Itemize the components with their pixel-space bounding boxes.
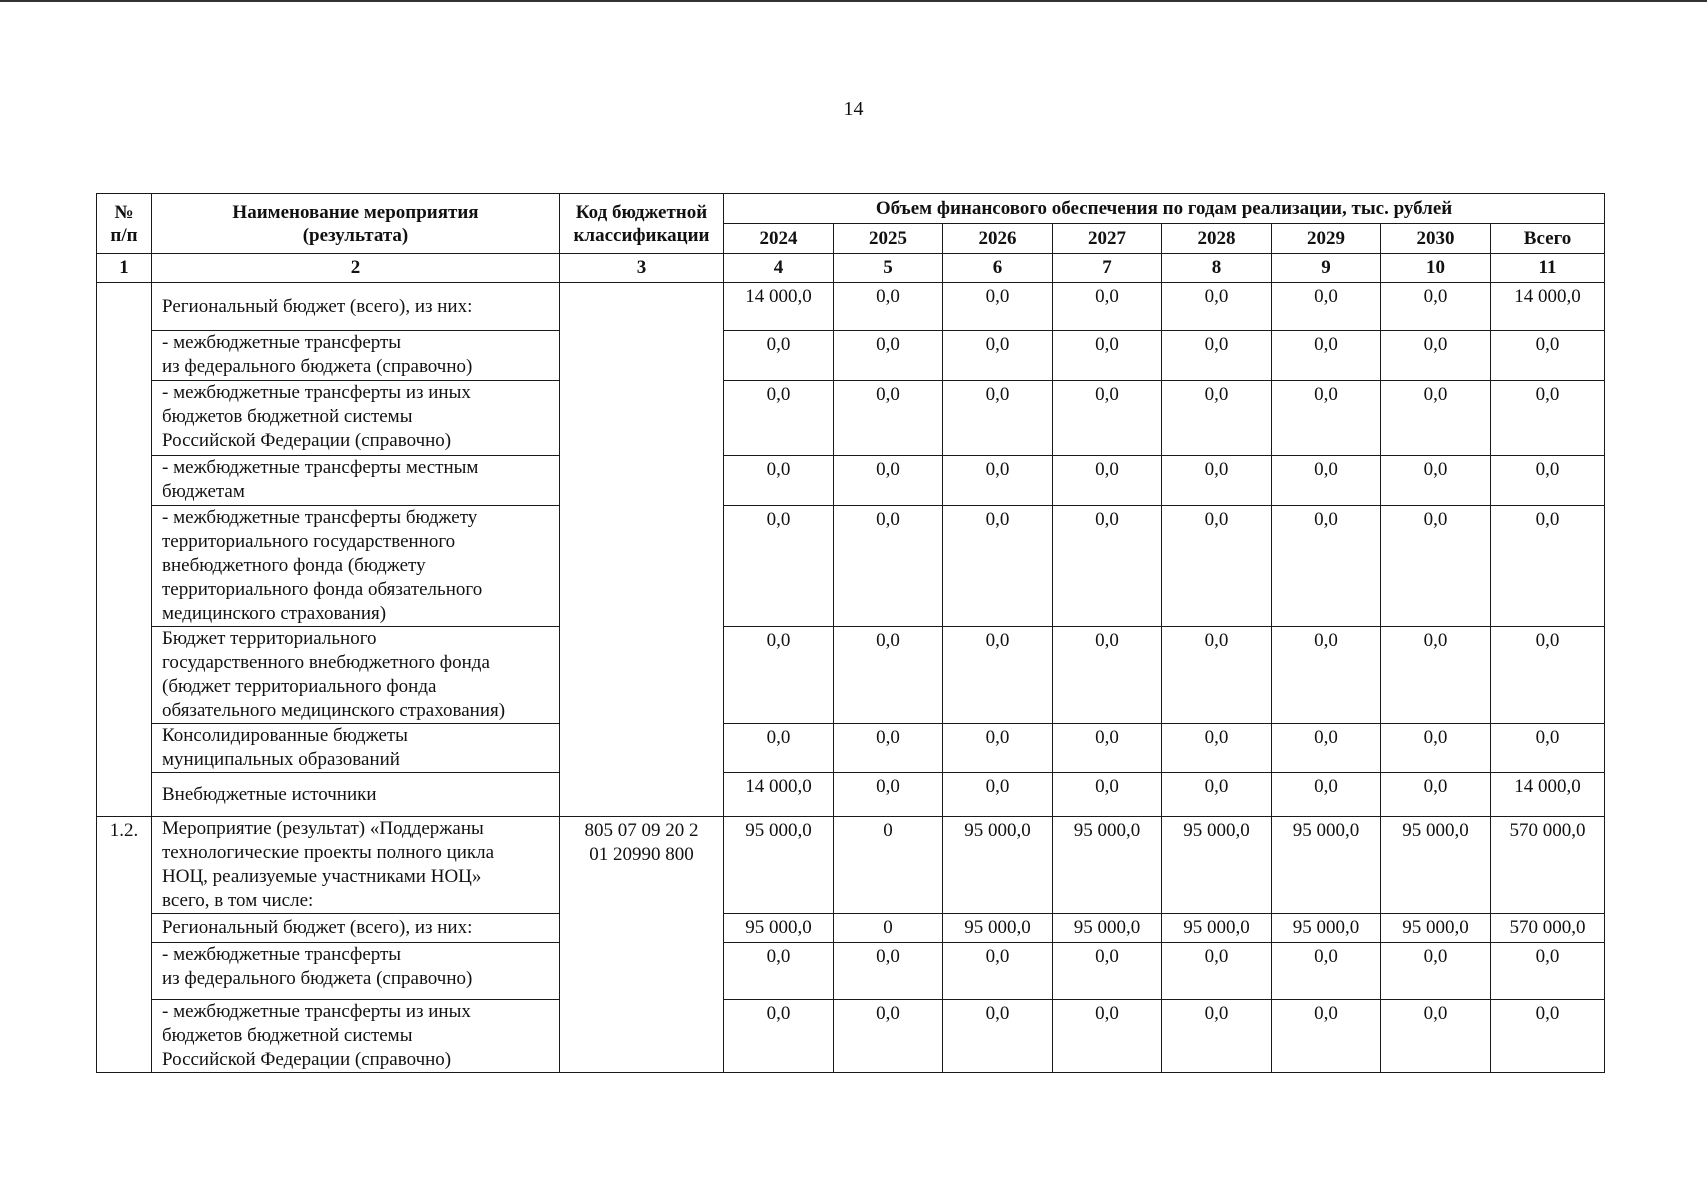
column-index-row: [97, 254, 1605, 283]
header-year: 2026: [943, 224, 1053, 254]
event-name-cell: [152, 1000, 560, 1073]
year-value-cell: 95 000,0: [1381, 914, 1491, 943]
table-row: [97, 817, 1605, 914]
total-value-cell: 0,0: [1491, 724, 1605, 773]
year-value-cell: 95 000,0: [1162, 817, 1272, 914]
total-value-cell: 0,0: [1491, 627, 1605, 724]
event-name-cell: [152, 381, 560, 456]
year-value-cell: 0,0: [1272, 331, 1381, 381]
year-value-cell: 0,0: [1272, 773, 1381, 817]
year-value-cell: 0,0: [1272, 283, 1381, 331]
table-row: [97, 627, 1605, 724]
event-name: Мероприятие (результат) «Поддержаны технологические проекты полного цикла НОЦ, реализуемые участниками НОЦ» всего, в том числе:: [162, 818, 495, 911]
year-value-cell: 0,0: [724, 456, 834, 506]
event-name: Региональный бюджет (всего), из них:: [162, 917, 473, 938]
year-value-cell: 0,0: [1053, 283, 1162, 331]
year-value-cell: 95 000,0: [1272, 914, 1381, 943]
total-value-cell: 14 000,0: [1491, 283, 1605, 331]
year-value-cell: 95 000,0: [943, 914, 1053, 943]
year-value-cell: 0,0: [1381, 1000, 1491, 1073]
total-value-cell: 0,0: [1491, 943, 1605, 1000]
year-value-cell: 95 000,0: [1272, 817, 1381, 914]
header-year: 2024: [724, 224, 834, 254]
header-year: 2030: [1381, 224, 1491, 254]
header-volume: Объем финансового обеспечения по годам реализации, тыс. рублей: [724, 194, 1605, 224]
year-value-cell: 0,0: [724, 506, 834, 627]
year-value-cell: 0,0: [1272, 724, 1381, 773]
year-value-cell: 0,0: [834, 773, 943, 817]
year-value-cell: 0: [834, 914, 943, 943]
budget-code-cell: [560, 817, 724, 1073]
header-year: 2025: [834, 224, 943, 254]
column-index: 11: [1491, 254, 1605, 283]
event-name: Консолидированные бюджеты муниципальных образований: [162, 725, 408, 770]
year-value-cell: 0,0: [943, 456, 1053, 506]
year-value-cell: 0,0: [1162, 1000, 1272, 1073]
year-value-cell: 0,0: [943, 627, 1053, 724]
table-row: [97, 1000, 1605, 1073]
table-row: [97, 331, 1605, 381]
total-value-cell: 570 000,0: [1491, 914, 1605, 943]
year-value-cell: 0,0: [1162, 456, 1272, 506]
total-value-cell: 0,0: [1491, 331, 1605, 381]
year-value-cell: 0,0: [1053, 943, 1162, 1000]
event-name: Региональный бюджет (всего), из них:: [162, 295, 473, 317]
year-value-cell: 0,0: [1053, 456, 1162, 506]
year-value-cell: 0,0: [724, 724, 834, 773]
column-index: 9: [1272, 254, 1381, 283]
header-row-top: [97, 194, 1605, 224]
column-index: 7: [1053, 254, 1162, 283]
year-value-cell: 0,0: [834, 724, 943, 773]
event-name-cell: [152, 331, 560, 381]
total-value-cell: 14 000,0: [1491, 773, 1605, 817]
year-value-cell: 0,0: [1053, 1000, 1162, 1073]
year-value-cell: 0,0: [724, 1000, 834, 1073]
table-row: [97, 456, 1605, 506]
header-year: 2028: [1162, 224, 1272, 254]
year-value-cell: 0,0: [1272, 456, 1381, 506]
total-value-cell: 0,0: [1491, 381, 1605, 456]
column-index: 8: [1162, 254, 1272, 283]
year-value-cell: 0,0: [1381, 627, 1491, 724]
header-name: Наименование мероприятия (результата): [152, 194, 560, 254]
year-value-cell: 95 000,0: [724, 914, 834, 943]
year-value-cell: 0,0: [1272, 506, 1381, 627]
year-value-cell: 0,0: [943, 283, 1053, 331]
year-value-cell: 0,0: [834, 456, 943, 506]
event-name: Бюджет территориального государственного внебюджетного фонда (бюджет территориального фонда обязательного медицинского страхования): [162, 628, 506, 721]
year-value-cell: 0,0: [1381, 943, 1491, 1000]
year-value-cell: 0,0: [1053, 724, 1162, 773]
year-value-cell: 0,0: [834, 283, 943, 331]
header-year: 2029: [1272, 224, 1381, 254]
year-value-cell: 0,0: [1272, 627, 1381, 724]
header-year: 2027: [1053, 224, 1162, 254]
event-name-cell: [152, 283, 560, 331]
column-index: 6: [943, 254, 1053, 283]
header-no: № п/п: [97, 194, 152, 254]
event-name-cell: [152, 773, 560, 817]
table-row: [97, 943, 1605, 1000]
event-name-cell: [152, 506, 560, 627]
budget-code: 805 07 09 20 2 01 20990 800: [584, 820, 699, 865]
event-name: Внебюджетные источники: [162, 783, 377, 805]
year-value-cell: 0,0: [834, 381, 943, 456]
year-value-cell: 0,0: [943, 506, 1053, 627]
total-value-cell: 0,0: [1491, 456, 1605, 506]
year-value-cell: 95 000,0: [724, 817, 834, 914]
year-value-cell: 95 000,0: [1381, 817, 1491, 914]
event-name: - межбюджетные трансферты из федерального бюджета (справочно): [162, 332, 473, 377]
column-index: 5: [834, 254, 943, 283]
year-value-cell: 0,0: [834, 627, 943, 724]
year-value-cell: 0: [834, 817, 943, 914]
event-name-cell: [152, 914, 560, 943]
year-value-cell: 0,0: [724, 943, 834, 1000]
year-value-cell: 0,0: [1053, 773, 1162, 817]
year-value-cell: 0,0: [724, 381, 834, 456]
table-row: [97, 724, 1605, 773]
year-value-cell: 0,0: [1381, 331, 1491, 381]
table-row: [97, 381, 1605, 456]
year-value-cell: 14 000,0: [724, 773, 834, 817]
year-value-cell: 0,0: [1272, 1000, 1381, 1073]
header-total: Всего: [1491, 224, 1605, 254]
year-value-cell: 0,0: [1381, 724, 1491, 773]
year-value-cell: 0,0: [943, 331, 1053, 381]
year-value-cell: 0,0: [1162, 943, 1272, 1000]
year-value-cell: 95 000,0: [943, 817, 1053, 914]
year-value-cell: 0,0: [834, 331, 943, 381]
row-number-cell: 1.2.: [97, 817, 152, 1073]
year-value-cell: 0,0: [1272, 381, 1381, 456]
year-value-cell: 0,0: [1053, 331, 1162, 381]
column-index: 3: [560, 254, 724, 283]
year-value-cell: 0,0: [724, 331, 834, 381]
year-value-cell: 0,0: [1053, 381, 1162, 456]
total-value-cell: 0,0: [1491, 506, 1605, 627]
event-name: - межбюджетные трансферты местным бюджетам: [162, 457, 479, 502]
total-value-cell: 0,0: [1491, 1000, 1605, 1073]
header-code: Код бюджетной классификации: [560, 194, 724, 254]
event-name-cell: [152, 817, 560, 914]
event-name-cell: [152, 627, 560, 724]
table-row: [97, 773, 1605, 817]
year-value-cell: 0,0: [724, 627, 834, 724]
year-value-cell: 95 000,0: [1162, 914, 1272, 943]
year-value-cell: 0,0: [943, 773, 1053, 817]
year-value-cell: 0,0: [1053, 627, 1162, 724]
year-value-cell: 0,0: [1053, 506, 1162, 627]
year-value-cell: 0,0: [834, 1000, 943, 1073]
budget-code-cell: [560, 283, 724, 817]
year-value-cell: 0,0: [943, 381, 1053, 456]
year-value-cell: 0,0: [1381, 456, 1491, 506]
row-number-cell: [97, 283, 152, 817]
year-value-cell: 0,0: [943, 724, 1053, 773]
year-value-cell: 0,0: [1162, 627, 1272, 724]
event-name-cell: [152, 456, 560, 506]
page-number: 14: [843, 98, 864, 120]
total-value-cell: 570 000,0: [1491, 817, 1605, 914]
column-index: 1: [97, 254, 152, 283]
event-name-cell: [152, 724, 560, 773]
year-value-cell: 0,0: [1381, 283, 1491, 331]
year-value-cell: 0,0: [943, 1000, 1053, 1073]
year-value-cell: 0,0: [1381, 506, 1491, 627]
year-value-cell: 0,0: [1162, 724, 1272, 773]
year-value-cell: 95 000,0: [1053, 817, 1162, 914]
year-value-cell: 95 000,0: [1053, 914, 1162, 943]
table-row: [97, 506, 1605, 627]
year-value-cell: 0,0: [943, 943, 1053, 1000]
column-index: 4: [724, 254, 834, 283]
year-value-cell: 0,0: [1162, 283, 1272, 331]
year-value-cell: 0,0: [1162, 381, 1272, 456]
event-name: - межбюджетные трансферты из иных бюджетов бюджетной системы Российской Федерации (справочно): [162, 382, 471, 451]
year-value-cell: 0,0: [1381, 381, 1491, 456]
year-value-cell: 0,0: [1162, 773, 1272, 817]
year-value-cell: 0,0: [1272, 943, 1381, 1000]
year-value-cell: 0,0: [834, 506, 943, 627]
year-value-cell: 0,0: [1162, 331, 1272, 381]
table-row: [97, 283, 1605, 331]
table-row: [97, 914, 1605, 943]
year-value-cell: 14 000,0: [724, 283, 834, 331]
year-value-cell: 0,0: [1381, 773, 1491, 817]
budget-table: [96, 193, 1605, 1073]
year-value-cell: 0,0: [1162, 506, 1272, 627]
event-name: - межбюджетные трансферты из федерального бюджета (справочно): [162, 944, 473, 989]
event-name: - межбюджетные трансферты бюджету территориального государственного внебюджетного фонда (бюджету территориального фонда обязательного медицинского страхования): [162, 507, 483, 624]
column-index: 2: [152, 254, 560, 283]
event-name: - межбюджетные трансферты из иных бюджетов бюджетной системы Российской Федерации (справочно): [162, 1001, 471, 1070]
event-name-cell: [152, 943, 560, 1000]
column-index: 10: [1381, 254, 1491, 283]
year-value-cell: 0,0: [834, 943, 943, 1000]
scan-top-edge: [0, 0, 1707, 2]
